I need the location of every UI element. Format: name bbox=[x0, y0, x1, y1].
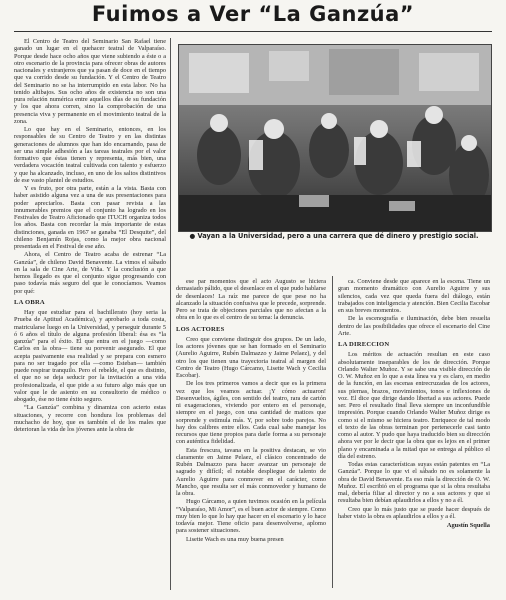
paragraph: Y es fruto, por otra parte, están a la vista. Basta con haber asistido alguna vez a una de sus presentaciones para poder apreciarlos. Basta con pasar revista a las innumerables premios que el conjunto ha logrado en los Festivales de Teatro Aficionado que ITUCH organiza todos los años. Basta con recordar la más importante de estas distinciones, ganada en 1967 se ganaba “El Desquite”, del chileno Benjamín Rojas, como la mejor obra nacional presentada en el Festival de ese año. bbox=[14, 185, 166, 250]
title-rule bbox=[14, 31, 492, 32]
paragraph: ca. Conviene desde que aparece en la escena. Tiene un gran momento dramático con Aurelio Aguirre y sus silencios, cada vez que queda fuera del diálogo, están trabajados con inteligencia y atención. Bien Cecilia Escobar en sus breves momentos. bbox=[338, 278, 490, 314]
column-1 bbox=[14, 38, 166, 433]
section-heading-actores: LOS ACTORES bbox=[176, 325, 225, 333]
paragraph: Los méritos de actuación resultan en este caso absolutamente inseparables de los de dirección. Porque Orlando Walter Muñoz. Y se sabe una visible dirección de O. W. Muñoz en lo que a esta línea va y es claro, en medio de la función, en las escenas entrecruzadas de los actores, sus piernas, brazos, movimientos, tonos e inflexiones de voz. El dice que dirige dando libertad a sus actores. Puede ser. Pero el resultado final lleva siempre un inconfundible impresión. Porque cuando Orlando Walter Muñoz dirige es como si el mismo se hiciera teatro. Enriquece de tal modo el texto de las obras terminan por pertenecerle casi tanto como al autor. Y pudo que haya traducido bien su dirección ahora ver por le decir que la obra que es lejos en el primer plano y encaminada a la mitad que se entrega al público el día del estreno. bbox=[338, 351, 490, 460]
paragraph: Creo que lo más justo que se puede hacer después de haber visto la obra es aplaudirlos a ellos y a él. bbox=[338, 505, 490, 520]
paragraph: De los tres primeros vamos a decir que es la primera vez que los veamos actuar. ¡Y cómo actuaron! Desenvueltos, ágiles, con sentido del teatro, rara de cartón ni exageraciones, viviendo por entero en el personaje, siempre en el juego, con una cantidad de matices que sorprende y estimula más. Y, por sobre todo parejos. No hay dos calibres entre ellos. Cada cual sabe manejar los recursos que tiene propios para darle forma a su personaje con auténtica fidelidad. bbox=[176, 380, 326, 446]
author-signature: Agustín Squella bbox=[446, 522, 490, 529]
paragraph: Creo que conviene distinguir dos grupos. De un lado, los actores jóvenes que se han formado en el Seminario (Aurelio Aguirre, Rubén Dalmazzo y Jaime Pelaez), y del otro los que tienen una trayectoria teatral al margen del Centro de Teatro (Hugo Cárcamo, Lisette Wach y Cecilia Escobar). bbox=[176, 335, 326, 379]
paragraph: Esta frescura, tavana en la positiva destacan, se vio claramente en Jaime Pelaez, el clásico concentrado de Rubén Dalmazzo para hacer avanzar un personaje de sagrado y difícil; el notable despliegue de talento de Aurelio Aguirre para conmover en el carácter, como Mancho, que resulta ser el más conmovedor y humano de la obra. bbox=[176, 446, 326, 497]
paragraph: ese par momentos que el acto Augusto se hiciera demasiado pálido, que el desenlace en el que pudo hablarse de desenlaces! La raíz me parece de que pese no ha alcanzado la situación confusiva que le precede, sorprende. Pero se trata de objeciones parciales que no afectan a la obra en lo que es el centro de su tema: la denuncia. bbox=[176, 278, 326, 322]
photo-image bbox=[179, 45, 491, 231]
paragraph: Hay que estudiar para el bachillerato (hoy seria la Prueba de Aptitud Académica), y aprobarlo a toda costa, matricularse luego en la Universidad, y perseguir durante 5 ó 6 años el título de alguna profesión liberal: ésa es “la ganzúa” para el éxito. El que entra en el juego —como Carlos en la obra— tiene su porvenir asegurado. El que acepta pasivamente esa realidad y se prepara con esmero para no ser tragado por ella —como Esteban— también puede respirar tranquilo. Pero el rebelde, el que es distinto, el que no se deja seducir por la invitación a una vida profesionalizada, el que pide a su futuro algo más que un valor que le de asiento en su consultorio de médico o abogado, ése no tiene éxito seguro. bbox=[14, 309, 166, 403]
article-title: Fuimos a Ver “La Ganzúa” bbox=[91, 2, 415, 26]
paragraph: “La Ganzúa” combina y dinamiza con acierto estas situaciones, y recorre con hondura los problemas del muchacho de hoy, que es también el de los males que deterioran la vida de los jóvenes ante la obra de bbox=[14, 404, 166, 433]
paragraph: Lisette Wach es una muy buena presen bbox=[186, 535, 284, 543]
column-3 bbox=[338, 278, 490, 529]
paragraph: El Centro de Teatro del Seminario San Rafael tiene ganado un lugar en el quehacer teatral de Valparaíso. Porque desde hace ocho años que viene subiendo a éste o a otro escenario de la provincia para ofrecer obras de autores nacionales y extranjeros que ya pasan de doce en el tiempo que va corrido desde su fundación. Y el Centro de Teatro del Seminario no se ha interrumpido en esta labor. No ha tenido altibajos. Sus ocho años de existencia no son una pura relación numérica entre aquellos días de su fundación y los que ahora corren, sino la comprobación de una presencia viva y permanente en el movimiento teatral de la zona. bbox=[14, 38, 166, 125]
column-divider-2 bbox=[332, 276, 333, 588]
stage-photo bbox=[178, 44, 492, 232]
photo-caption: ● Vayan a la Universidad, pero a una carrera que dé dinero y prestigio social. bbox=[189, 232, 479, 240]
paragraph: Lo que hay en el Seminario, entonces, en los responsables de su Centro de Teatro y en las distintas generaciones de alumnos que han ido encarnando, pasa de ser una simple adhesión a las tareas teatrales por el valor formativo que éstas tienen y representa, más bien, una verdadera vocación teatral cultivada con talento y esfuerzo y que ha alcanzado, incluso, en uno de los saltos distintivos de ese vasto plantel de estudios. bbox=[14, 126, 166, 184]
column-divider-1 bbox=[170, 38, 171, 590]
paragraph: Ahora, el Centro de Teatro acaba de estrenar “La Ganzúa”, de chileno David Benavente. La vimos el sábado en la sala de Cine Arte, de Viña. Y la conclusión a que hemos llegado es que el conjunto sigue progresando con paso todavía más seguro del que le conocíamos. Veamos por qué: bbox=[14, 251, 166, 295]
section-heading-obra: LA OBRA bbox=[14, 298, 45, 306]
paragraph: De la escenografía e iluminación, debe bien resuelta dentro de las posibilidades que ofrece el escenario del Cine Arte. bbox=[338, 315, 490, 337]
section-heading-direccion: LA DIRECCION bbox=[338, 341, 390, 348]
paragraph: Todas estas características suyas están patentes en “La Ganzúa”. Porque lo que vi el sábado no es solamente la obra de David Benavente. Es eso más la dirección de O. W. Muñoz. El escribió en el programa que si la obra resultaba mal, debería filiar al director y no a sus actores y que si resultaba bien debían aplaudirlos a ellos y no a él. bbox=[338, 461, 490, 505]
paragraph: Hugo Cárcamo, a quien tuvimos ocasión en la película “Valparaíso, Mi Amor”, es el buen actor de siempre. Como muy bien lo que lo hay que hacer en el escenario y lo hace todavía mejor. Tiene oficio para desenvolverse, aplomo para sostener situaciones. bbox=[176, 498, 326, 535]
column-2 bbox=[176, 278, 326, 543]
